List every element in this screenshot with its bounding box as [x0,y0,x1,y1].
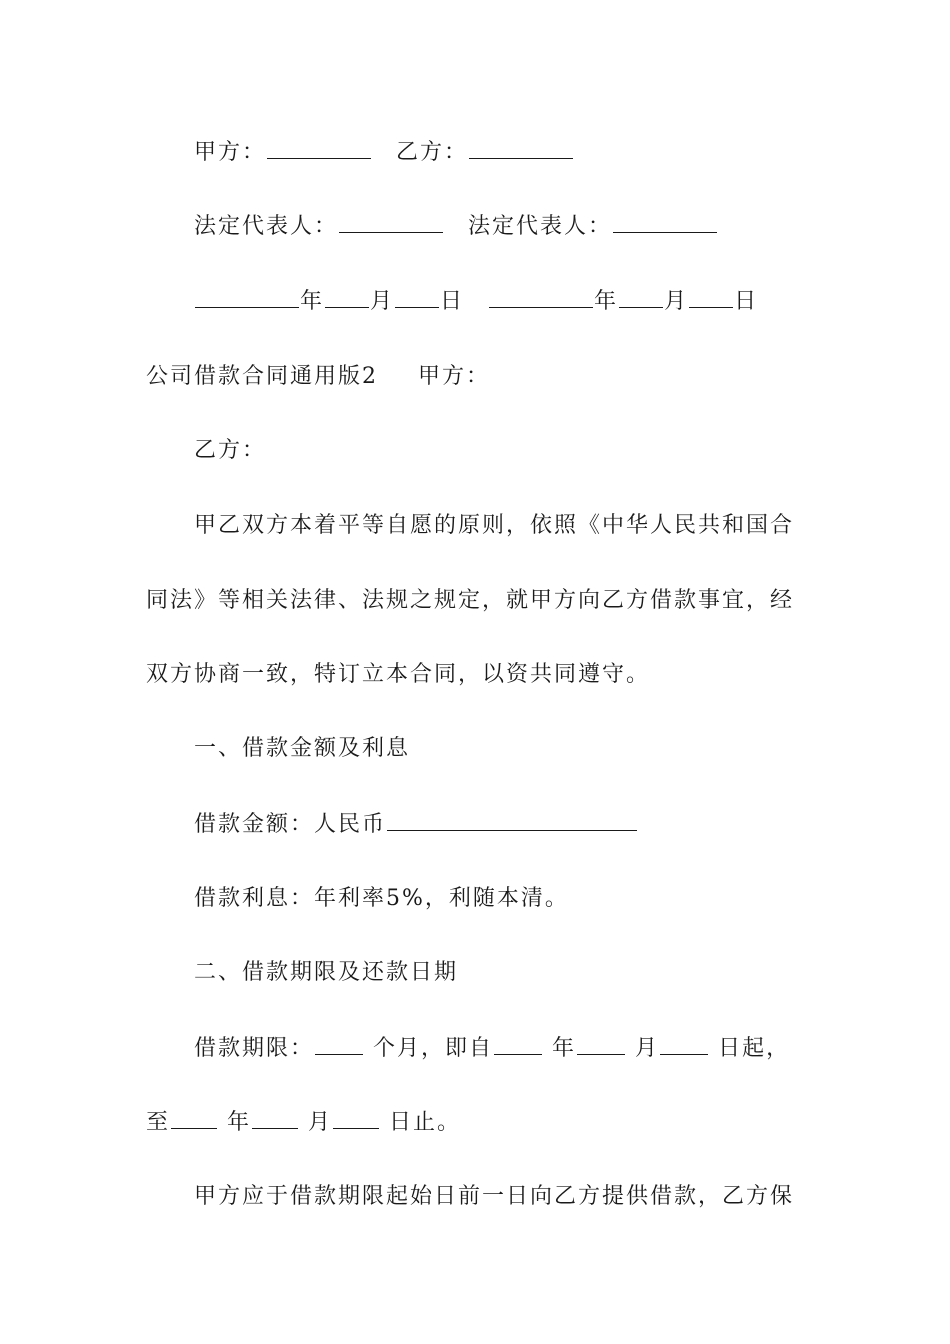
party-a-heading: 甲方： [418,364,491,389]
provision-paragraph-line: 甲方应于借款期限起始日前一日向乙方提供借款，乙方保 [194,1184,795,1209]
date-day-label: 日 [440,289,465,314]
party-a-rep-label: 法定代表人： [194,214,339,239]
start-year-label: 年 [552,1036,577,1061]
party-a-label: 甲方： [194,140,267,165]
end-day-blank[interactable] [333,1108,379,1129]
loan-amount-label: 借款金额：人民币 [194,812,387,837]
section-1-title: 一、借款金额及利息 [194,736,411,761]
date-month-label: 月 [664,289,689,314]
party-b-blank[interactable] [469,138,573,159]
date-day-label: 日 [734,289,759,314]
intro-paragraph-line-1: 甲乙双方本着平等自愿的原则，依照《中华人民共和国合 [194,513,795,538]
party-a-rep-blank[interactable] [339,212,443,233]
date-year-label: 年 [300,289,325,314]
start-year-blank[interactable] [494,1034,542,1055]
date-a-month-blank[interactable] [325,287,369,308]
loan-term-end-line [146,1108,461,1138]
end-month-blank[interactable] [252,1108,298,1129]
date-a-year-blank[interactable] [195,287,299,308]
party-b-rep-blank[interactable] [613,212,717,233]
start-day-blank[interactable] [660,1034,708,1055]
intro-paragraph-line-3: 双方协商一致，特订立本合同，以资共同遵守。 [146,662,651,687]
date-year-label: 年 [594,289,619,314]
loan-amount-line [194,810,638,840]
loan-term-line [194,1034,790,1064]
intro-paragraph-line-2: 同法》等相关法律、法规之规定，就甲方向乙方借款事宜，经 [146,588,795,613]
loan-term-label: 借款期限： [194,1036,315,1061]
signature-date-line [194,287,758,317]
party-b-heading: 乙方： [194,438,267,463]
signature-parties-line [194,138,574,168]
date-month-label: 月 [370,289,395,314]
party-a-blank[interactable] [267,138,371,159]
date-b-month-blank[interactable] [619,287,663,308]
signature-rep-line [194,212,718,242]
interest-line: 借款利息：年利率5%，利随本清。 [194,886,569,911]
term-months-label: 个月，即自 [373,1036,494,1061]
end-day-label: 日止。 [389,1110,462,1135]
date-b-year-blank[interactable] [489,287,593,308]
section-2-title: 二、借款期限及还款日期 [194,960,459,985]
start-day-label: 日起， [718,1036,791,1061]
party-b-rep-label: 法定代表人： [468,214,613,239]
end-month-label: 月 [308,1110,333,1135]
date-a-day-blank[interactable] [395,287,439,308]
start-month-label: 月 [635,1036,660,1061]
end-year-blank[interactable] [171,1108,217,1129]
loan-amount-blank[interactable] [387,810,637,831]
term-months-blank[interactable] [315,1034,363,1055]
party-b-label: 乙方： [396,140,469,165]
date-b-day-blank[interactable] [689,287,733,308]
term-to-label: 至 [146,1110,171,1135]
contract-title-line [146,362,490,392]
start-month-blank[interactable] [577,1034,625,1055]
contract-title: 公司借款合同通用版2 [146,364,378,389]
end-year-label: 年 [227,1110,252,1135]
